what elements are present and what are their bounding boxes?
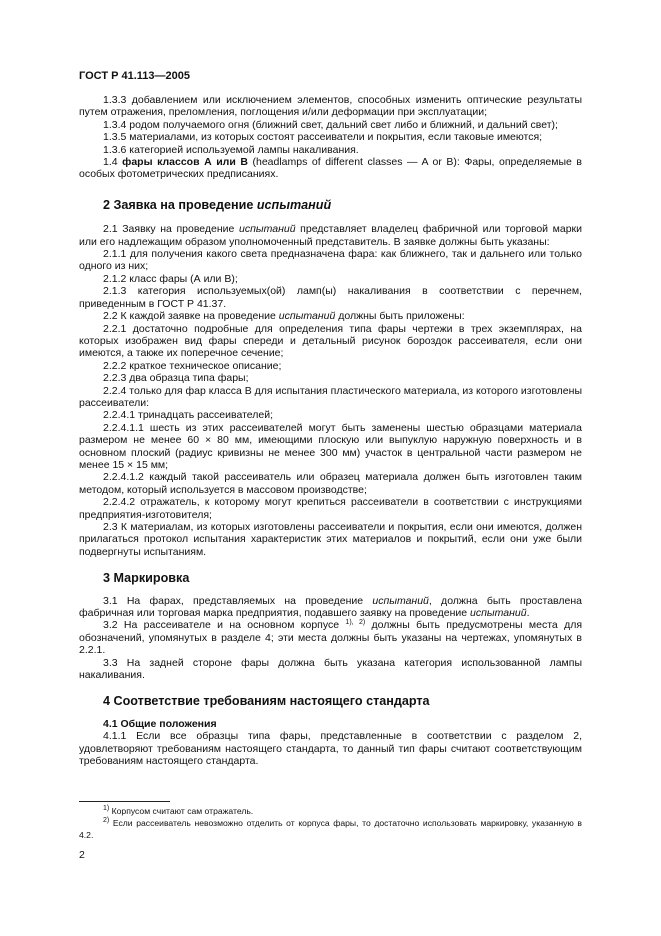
clause-3-2-end: должны быть предусмотрены места для обозначений, упомянутых в разделе 4; эти места должны быть указаны на чертежах, упомянутых в 2.2.1. — [79, 619, 583, 657]
clause-2-2-start: 2.2 К каждой заявке на проведение — [103, 310, 276, 323]
clause-2-2-end: должны быть приложены: — [338, 310, 465, 323]
section-2-heading — [79, 199, 582, 211]
item-1-3-3: 1.3.3 добавлением или исключением элементов, способных изменить оптические результаты путем отражения, преломления, поглощения и/или деформации при эксплуатации; — [79, 94, 582, 119]
section-4-heading: 4 Соответствие требованиям настоящего стандарта — [103, 694, 430, 709]
clause-3-1-italic-2: испытаний — [470, 607, 527, 620]
document-body — [79, 94, 582, 768]
footnote-divider — [79, 801, 170, 802]
clause-2-2-2: 2.2.2 краткое техническое описание; — [103, 359, 282, 372]
clause-2-1-italic: испытаний — [239, 223, 296, 236]
clause-2-2-1: 2.2.1 достаточно подробные для определения типа фары чертежи в трех экземплярах, на которых изображен вид фары спереди и детальный рисунок бороздок рассеивателя, если они имеются, а также их поперечное сечение; — [79, 322, 582, 360]
footnote-2-mark: 2) — [103, 817, 110, 824]
clause-3-2 — [79, 619, 582, 656]
footnote-2-text: Если рассеиватель невозможно отделить от корпуса фары, то достаточно использовать маркировку, указанную в 4.2. — [79, 818, 582, 840]
section-2-title-italic: испытаний — [256, 197, 332, 212]
clause-2-2 — [79, 310, 582, 322]
clause-3-1-end: . — [526, 607, 530, 620]
clause-2-3: 2.3 К материалам, из которых изготовлены рассеиватели и покрытия, если они имеются, должен прилагаться протокол испытания характеристик этих материалов и покрытий, если они уже были подвергнуты испытаниям. — [79, 521, 582, 558]
clause-3-1-italic: испытаний — [372, 594, 429, 607]
subsection-4-1-heading: 4.1 Общие положения — [103, 717, 217, 730]
clause-3-2-start: 3.2 На рассеивателе и на основном корпусе — [103, 619, 340, 632]
item-1-4-number: 1.4 — [103, 156, 118, 169]
footnote-reference: 1), 2) — [345, 619, 366, 627]
item-1-3-4: 1.3.4 родом получаемого огня (ближний свет, дальний свет либо и ближний, и дальний свет); — [103, 118, 558, 131]
clause-2-2-4-1: 2.2.4.1 тринадцать рассеивателей; — [103, 409, 274, 422]
clause-2-2-3: 2.2.3 два образца типа фары; — [103, 372, 249, 385]
clause-2-2-4: 2.2.4 только для фар класса В для испытания пластического материала, из которого изготовлены рассеиватели: — [79, 384, 582, 409]
document-header: ГОСТ Р 41.113—2005 — [79, 70, 190, 82]
item-1-4-term: фары классов А или В — [122, 156, 248, 169]
item-1-4 — [79, 156, 582, 181]
item-1-4-definition: (headlamps of different classes — A or B): Фары, определяемые в особых фотометрических предписаниях. — [79, 156, 582, 181]
clause-2-1-3: 2.1.3 категория используемых(ой) ламп(ы) накаливания в соответствии с перечнем, приведенным в ГОСТ Р 41.37. — [79, 285, 582, 310]
footnote-2 — [79, 818, 582, 841]
clause-2-1-1: 2.1.1 для получения какого света предназначена фара: как ближнего, так и дальнего или только одного из них; — [79, 248, 582, 273]
clause-4-1-1: 4.1.1 Если все образцы типа фары, представленные в соответствии с разделом 2, удовлетворяют требованиям настоящего стандарта, то данный тип фары считают соответствующим требованиям настоящего стандарта. — [79, 730, 582, 768]
item-1-3-5: 1.3.5 материалами, из которых состоят рассеиватели и покрытия, если таковые имеются; — [103, 131, 543, 144]
section-3-heading: 3 Маркировка — [103, 571, 190, 586]
clause-2-2-4-1-2: 2.2.4.1.2 каждый такой рассеиватель или образец материала должен быть изготовлен таким методом, который используется в массовом производстве; — [79, 471, 582, 496]
clause-2-1-start: 2.1 Заявку на проведение — [103, 223, 235, 236]
clause-3-1 — [79, 595, 582, 620]
clause-2-1-end: представляет владелец фабричной или торговой марки или его надлежащим образом уполномоченный представитель. В заявке должны быть указаны: — [79, 223, 582, 248]
clause-2-2-4-2: 2.2.4.2 отражатель, к которому могут крепиться рассеиватели в соответствии с инструкциями предприятия-изготовителя; — [79, 496, 582, 521]
page-number: 2 — [79, 849, 85, 861]
clause-3-3: 3.3 На задней стороне фары должна быть указана категория использованной лампы накаливания. — [79, 656, 582, 682]
clause-2-1 — [79, 223, 582, 248]
clause-2-2-italic: испытаний — [278, 310, 336, 323]
clause-3-1-start: 3.1 На фарах, представляемых на проведение — [103, 594, 364, 607]
clause-2-2-4-1-1: 2.2.4.1.1 шесть из этих рассеивателей могут быть заменены шестью образцами материала размером не менее 60 × 80 мм, имеющими плоскую или выпуклую наружную поверхность и в основном плоский (радиус кривизны не менее 300 мм) участок в центральной части размером не менее 15 × 15 мм; — [79, 421, 582, 471]
section-2-title: 2 Заявка на проведение — [103, 197, 254, 212]
footnote-1-mark: 1) — [103, 805, 110, 812]
footnote-1 — [79, 806, 582, 818]
footnote-1-text: Корпусом считают сам отражатель. — [111, 806, 254, 816]
clause-3-1-middle: , должна быть проставлена фабричная или торговая марка предприятия, подавшего заявку на проведение — [79, 594, 582, 620]
clause-2-1-2: 2.1.2 класс фары (А или В); — [103, 272, 238, 285]
item-1-3-6: 1.3.6 категорией используемой лампы накаливания. — [103, 143, 359, 156]
